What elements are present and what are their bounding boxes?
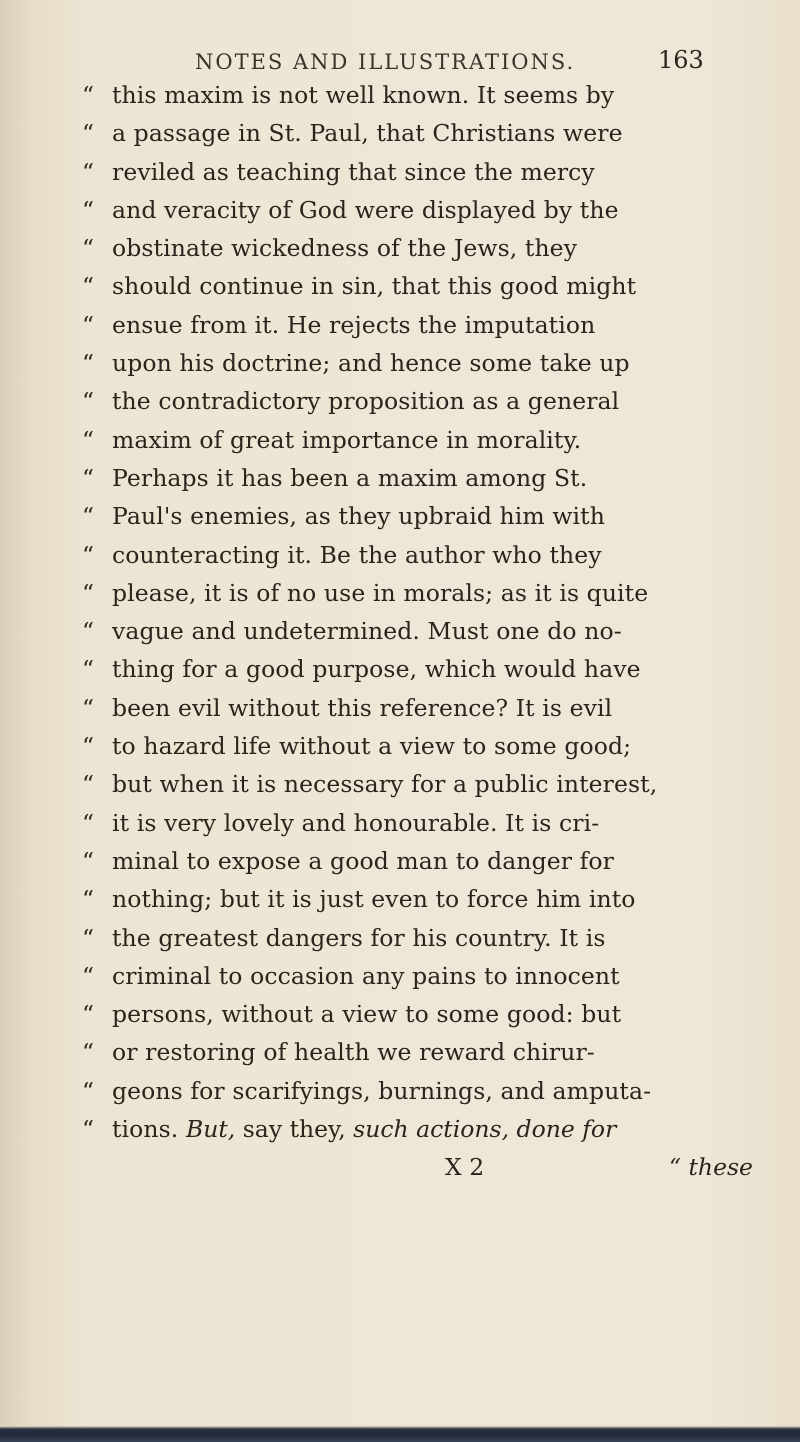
quote-mark: “	[82, 195, 95, 224]
page-number: 163	[658, 46, 704, 74]
quote-mark: “	[82, 310, 95, 339]
text-line	[82, 880, 722, 918]
text-line	[82, 650, 722, 688]
text-line	[82, 689, 722, 727]
quote-mark: “	[82, 770, 95, 799]
line-text: thing for a good purpose, which would have	[112, 655, 641, 684]
text-line	[82, 727, 722, 765]
text-line	[82, 306, 722, 344]
running-head: NOTES AND ILLUSTRATIONS.	[195, 50, 576, 74]
quote-mark: “	[82, 387, 95, 416]
line-text: counteracting it. Be the author who they	[112, 540, 602, 569]
line-text: been evil without this reference? It is evil	[112, 693, 613, 722]
text-line	[82, 919, 722, 957]
line-text: please, it is of no use in morals; as it is quite	[112, 578, 649, 607]
body-text	[82, 76, 753, 1186]
line-text: obstinate wickedness of the Jews, they	[112, 234, 578, 263]
text-line	[82, 497, 722, 535]
line-text: ensue from it. He rejects the imputation	[112, 310, 596, 339]
text-line	[82, 1072, 722, 1110]
quote-mark: “	[82, 808, 95, 837]
line-text: criminal to occasion any pains to innocent	[112, 961, 620, 990]
quote-mark: “	[82, 655, 95, 684]
quote-mark: “	[82, 157, 95, 186]
quote-mark: “	[82, 119, 95, 148]
line-text-italic-actions: such actions, done for	[353, 1115, 617, 1144]
line-text: or restoring of health we reward chirur-	[112, 1038, 595, 1067]
text-line	[82, 995, 722, 1033]
quote-mark: “	[82, 846, 95, 875]
text-lines	[82, 76, 722, 1110]
line-text: Paul's enemies, as they upbraid him with	[112, 502, 605, 531]
text-line	[82, 267, 722, 305]
quote-mark: “	[82, 1115, 95, 1144]
line-text: it is very lovely and honourable. It is cri-	[112, 808, 600, 837]
line-text-plain-2: say they,	[235, 1115, 354, 1144]
text-line	[82, 191, 722, 229]
line-text: the greatest dangers for his country. It is	[112, 923, 606, 952]
quote-mark: “	[82, 463, 95, 492]
quote-mark: “	[82, 349, 95, 378]
text-line	[82, 536, 722, 574]
line-text: geons for scarifyings, burnings, and amputa-	[112, 1076, 652, 1105]
quote-mark: “	[82, 885, 95, 914]
line-text: and veracity of God were displayed by the	[112, 195, 619, 224]
text-line	[82, 957, 722, 995]
catchword: “ these	[669, 1153, 753, 1182]
quote-mark: “	[82, 234, 95, 263]
line-text: Perhaps it has been a maxim among St.	[112, 463, 588, 492]
text-line	[82, 612, 722, 650]
text-line	[82, 382, 722, 420]
line-text: to hazard life without a view to some good;	[112, 732, 632, 761]
quote-mark: “	[82, 578, 95, 607]
signature-mark: X 2	[445, 1153, 485, 1182]
text-line	[82, 842, 722, 880]
quote-mark: “	[82, 961, 95, 990]
quote-mark: “	[82, 540, 95, 569]
quote-mark: “	[82, 1076, 95, 1105]
text-line	[82, 574, 722, 612]
quote-mark: “	[82, 272, 95, 301]
quote-mark: “	[82, 425, 95, 454]
line-text: but when it is necessary for a public interest,	[112, 770, 658, 799]
line-text: this maxim is not well known. It seems by	[112, 81, 615, 109]
line-text: reviled as teaching that since the mercy	[112, 157, 595, 186]
quote-mark: “	[82, 1000, 95, 1029]
line-text: the contradictory proposition as a general	[112, 387, 620, 416]
line-text-plain: tions.	[112, 1115, 186, 1144]
text-line	[82, 459, 722, 497]
text-line	[82, 76, 722, 114]
line-text: upon his doctrine; and hence some take up	[112, 349, 630, 378]
line-text: minal to expose a good man to danger for	[112, 846, 614, 875]
line-text: persons, without a view to some good: but	[112, 1000, 622, 1029]
quote-mark: “	[82, 81, 95, 109]
quote-mark: “	[82, 732, 95, 761]
quote-mark: “	[82, 617, 95, 646]
page-bottom-edge	[0, 1426, 800, 1442]
text-line	[82, 229, 722, 267]
text-line	[82, 804, 722, 842]
quote-mark: “	[82, 1038, 95, 1067]
text-line	[82, 421, 722, 459]
footer-line	[82, 1148, 753, 1186]
quote-mark: “	[82, 502, 95, 531]
line-text: nothing; but it is just even to force him into	[112, 885, 636, 914]
line-text: maxim of great importance in morality.	[112, 425, 582, 454]
text-line-last	[82, 1110, 722, 1148]
text-line	[82, 765, 722, 803]
text-line	[82, 153, 722, 191]
text-line	[82, 114, 722, 152]
quote-mark: “	[82, 693, 95, 722]
line-text: vague and undetermined. Must one do no-	[112, 617, 622, 646]
line-text-italic-but: But,	[185, 1115, 236, 1144]
text-line	[82, 1033, 722, 1071]
text-line	[82, 344, 722, 382]
line-text: a passage in St. Paul, that Christians were	[112, 119, 623, 148]
quote-mark: “	[82, 923, 95, 952]
line-text: should continue in sin, that this good might	[112, 272, 637, 301]
